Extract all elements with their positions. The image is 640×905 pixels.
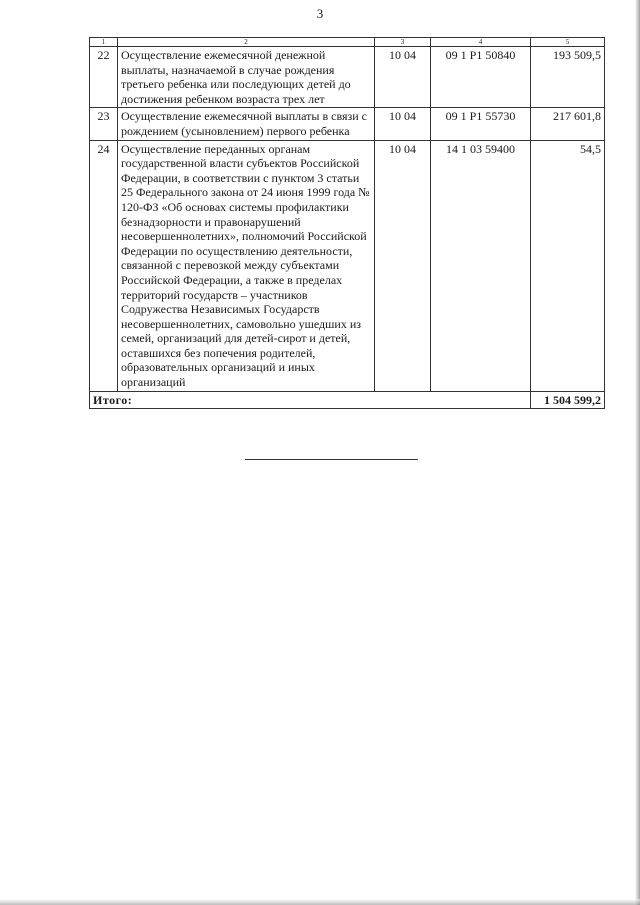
column-number: 2 xyxy=(118,38,375,47)
row-description: Осуществление ежемесячной денежной выплаты, назначаемой в случае рождения третьего ребенка или последующих детей до достижения ребенком возраста трех лет xyxy=(118,47,375,108)
row-section-code: 10 04 xyxy=(375,47,431,108)
column-number: 3 xyxy=(375,38,431,47)
budget-table xyxy=(89,37,605,409)
row-number: 22 xyxy=(90,47,118,108)
table-row xyxy=(90,108,605,140)
row-description: Осуществление переданных органам государственной власти субъектов Российской Федерации, в соответствии с пунктом 3 статьи 25 Федерального закона от 24 июня 1999 года № 120-ФЗ «Об основах системы профилактики безнадзорности и правонарушений несовершеннолетних», полномочий Российской Федерации по осуществлению деятельности, связанной с перевозкой между субъектами Российской Федерации, а также в пределах территорий государств – участников Содружества Независимых Государств несовершеннолетних, самовольно ушедших из семей, организаций для детей-сирот и детей, оставшихся без попечения родителей, образовательных организаций и иных организаций xyxy=(118,140,375,391)
column-number: 5 xyxy=(531,38,605,47)
table-row xyxy=(90,47,605,108)
scan-edge-shadow xyxy=(635,0,640,905)
row-target-code: 09 1 P1 55730 xyxy=(431,108,531,140)
total-amount: 1 504 599,2 xyxy=(531,391,605,409)
row-section-code: 10 04 xyxy=(375,108,431,140)
row-amount: 54,5 xyxy=(531,140,605,391)
scan-edge-shadow xyxy=(0,899,640,905)
column-number: 4 xyxy=(431,38,531,47)
column-number: 1 xyxy=(90,38,118,47)
row-description: Осуществление ежемесячной выплаты в связи с рождением (усыновлением) первого ребенка xyxy=(118,108,375,140)
row-number: 23 xyxy=(90,108,118,140)
column-number-row xyxy=(90,38,605,47)
table-row xyxy=(90,140,605,391)
row-section-code: 10 04 xyxy=(375,140,431,391)
page-number: 3 xyxy=(316,6,324,21)
total-row xyxy=(90,391,605,409)
divider-line xyxy=(245,459,418,460)
row-target-code: 14 1 03 59400 xyxy=(431,140,531,391)
row-target-code: 09 1 P1 50840 xyxy=(431,47,531,108)
row-amount: 217 601,8 xyxy=(531,108,605,140)
row-amount: 193 509,5 xyxy=(531,47,605,108)
row-number: 24 xyxy=(90,140,118,391)
total-label: Итого: xyxy=(90,391,531,409)
